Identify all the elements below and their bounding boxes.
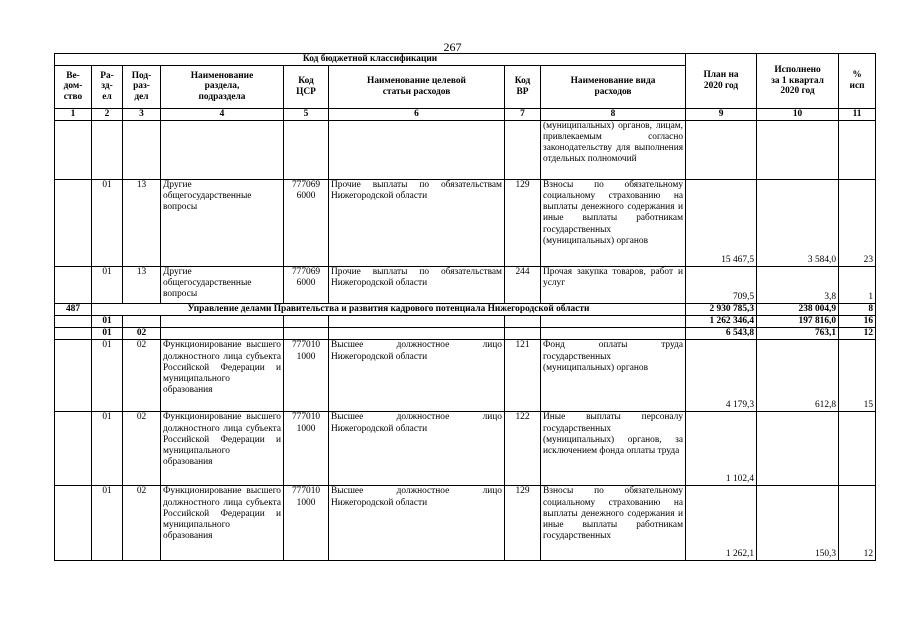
subsection-cell: 02 xyxy=(123,412,161,486)
budget-classification-header: Код бюджетной классификации xyxy=(55,54,686,66)
vr-code-cell: 129 xyxy=(505,179,541,266)
col-number: 2 xyxy=(92,108,123,120)
percent-cell: 1 xyxy=(839,266,876,303)
section-column-header: Ра- зд- ел xyxy=(92,65,123,108)
plan-column-header: План на 2020 год xyxy=(686,54,757,109)
department-cell xyxy=(55,179,92,266)
empty-cell xyxy=(284,315,329,327)
csr-code-cell: 777069 6000 xyxy=(284,179,329,266)
vr-code-cell: 122 xyxy=(505,412,541,486)
executed-cell: 3 584,0 xyxy=(757,179,839,266)
department-title: Управление делами Правительства и развития кадрового потенциала Нижегородской области xyxy=(92,303,686,315)
department-code-cell: 487 xyxy=(55,303,92,315)
section-cell: 01 xyxy=(92,412,123,486)
percent-cell: 12 xyxy=(839,328,876,340)
vr-name-cell: Прочая закупка товаров, работ и услуг xyxy=(541,266,686,303)
csr-code-cell: 777010 1000 xyxy=(284,412,329,486)
vr-name-cell: Взносы по обязательному социальному страхованию на выплаты денежного содержания и иные выплаты работникам государственных (муниципальных) органов xyxy=(541,179,686,266)
empty-cell xyxy=(123,315,161,327)
executed-cell xyxy=(757,120,839,179)
col-number: 11 xyxy=(839,108,876,120)
plan-cell: 2 930 785,3 xyxy=(686,303,757,315)
csr-code-cell: 777069 6000 xyxy=(284,266,329,303)
percent-cell: 16 xyxy=(839,315,876,327)
subsection-cell: 02 xyxy=(123,340,161,412)
col-number: 3 xyxy=(123,108,161,120)
executed-cell: 238 004,9 xyxy=(757,303,839,315)
empty-cell xyxy=(329,315,505,327)
percent-cell: 23 xyxy=(839,179,876,266)
csr-name-cell: Прочие выплаты по обязательствам Нижегородской области xyxy=(329,266,505,303)
section-cell: 01 xyxy=(92,486,123,561)
empty-cell xyxy=(541,315,686,327)
empty-cell xyxy=(161,328,284,340)
empty-cell xyxy=(55,315,92,327)
executed-cell: 763,1 xyxy=(757,328,839,340)
vr-code-cell: 244 xyxy=(505,266,541,303)
section-name-column-header: Наименование раздела, подраздела xyxy=(161,65,284,108)
subsection-column-header: Под- раз- дел xyxy=(123,65,161,108)
empty-cell xyxy=(55,412,92,486)
department-cell xyxy=(55,266,92,303)
plan-cell: 709,5 xyxy=(686,266,757,303)
department-cell xyxy=(55,120,92,179)
csr-name-cell: Прочие выплаты по обязательствам Нижегородской области xyxy=(329,179,505,266)
executed-column-header: Исполнено за 1 квартал 2020 год xyxy=(757,54,839,109)
plan-cell: 1 262,1 xyxy=(686,486,757,561)
vr-name-column-header: Наименование вида расходов xyxy=(541,65,686,108)
table-row xyxy=(55,412,876,486)
csr-code-column-header: Код ЦСР xyxy=(284,65,329,108)
table-row xyxy=(55,340,876,412)
subsection-total-row xyxy=(55,328,876,340)
vr-name-cell: Фонд оплаты труда государственных (муниципальных) органов xyxy=(541,340,686,412)
section-total-row xyxy=(55,315,876,327)
col-number: 9 xyxy=(686,108,757,120)
executed-cell: 150,3 xyxy=(757,486,839,561)
table-row xyxy=(55,486,876,561)
department-total-row xyxy=(55,303,876,315)
csr-name-cell: Высшее должностное лицо Нижегородской области xyxy=(329,340,505,412)
budget-execution-table xyxy=(54,53,876,561)
col-number: 7 xyxy=(505,108,541,120)
csr-code-cell: 777010 1000 xyxy=(284,486,329,561)
empty-cell xyxy=(55,328,92,340)
percent-cell: 12 xyxy=(839,486,876,561)
section-name-cell: Функционирование высшего должностного лица субъекта Российской Федерации и муниципального образования xyxy=(161,340,284,412)
csr-name-cell xyxy=(329,120,505,179)
subsection-cell: 02 xyxy=(123,486,161,561)
section-cell: 01 xyxy=(92,328,123,340)
vr-code-cell: 129 xyxy=(505,486,541,561)
section-cell: 01 xyxy=(92,179,123,266)
percent-cell: 8 xyxy=(839,303,876,315)
vr-code-cell: 121 xyxy=(505,340,541,412)
section-name-cell: Функционирование высшего должностного лица субъекта Российской Федерации и муниципального образования xyxy=(161,486,284,561)
empty-cell xyxy=(161,315,284,327)
plan-cell: 15 467,5 xyxy=(686,179,757,266)
empty-cell xyxy=(505,315,541,327)
vr-code-cell xyxy=(505,120,541,179)
percent-cell: 15 xyxy=(839,340,876,412)
col-number: 8 xyxy=(541,108,686,120)
plan-cell: 6 543,8 xyxy=(686,328,757,340)
csr-name-column-header: Наименование целевой статьи расходов xyxy=(329,65,505,108)
empty-cell xyxy=(284,328,329,340)
csr-code-cell xyxy=(284,120,329,179)
page-number: 267 xyxy=(443,40,462,54)
executed-cell: 3,8 xyxy=(757,266,839,303)
section-name-cell xyxy=(161,120,284,179)
subsection-cell: 13 xyxy=(123,179,161,266)
table-row xyxy=(55,266,876,303)
section-cell: 01 xyxy=(92,315,123,327)
section-cell: 01 xyxy=(92,266,123,303)
empty-cell xyxy=(329,328,505,340)
table-row xyxy=(55,120,876,179)
col-number: 6 xyxy=(329,108,505,120)
col-number: 5 xyxy=(284,108,329,120)
col-number: 4 xyxy=(161,108,284,120)
plan-cell: 1 262 346,4 xyxy=(686,315,757,327)
department-column-header: Ве- дом- ство xyxy=(55,65,92,108)
empty-cell xyxy=(505,328,541,340)
vr-name-cell: Иные выплаты персоналу государственных (муниципальных) органов, за исключением фонда оплаты труда xyxy=(541,412,686,486)
vr-name-cell: (муниципальных) органов, лицам, привлекаемым согласно законодательству для выполнения отдельных полномочий xyxy=(541,120,686,179)
section-cell: 01 xyxy=(92,340,123,412)
csr-name-cell: Высшее должностное лицо Нижегородской области xyxy=(329,412,505,486)
csr-code-cell: 777010 1000 xyxy=(284,340,329,412)
col-number: 10 xyxy=(757,108,839,120)
section-name-cell: Функционирование высшего должностного лица субъекта Российской Федерации и муниципального образования xyxy=(161,412,284,486)
empty-cell xyxy=(541,328,686,340)
empty-cell xyxy=(55,486,92,561)
executed-cell: 197 816,0 xyxy=(757,315,839,327)
plan-cell xyxy=(686,120,757,179)
empty-cell xyxy=(55,340,92,412)
subsection-cell: 13 xyxy=(123,266,161,303)
vr-code-column-header: Код ВР xyxy=(505,65,541,108)
executed-cell: 612,8 xyxy=(757,340,839,412)
subsection-cell xyxy=(123,120,161,179)
percent-cell xyxy=(839,412,876,486)
vr-name-cell: Взносы по обязательному социальному страхованию на выплаты денежного содержания и иные выплаты работникам государственных xyxy=(541,486,686,561)
section-cell xyxy=(92,120,123,179)
col-number: 1 xyxy=(55,108,92,120)
plan-cell: 1 102,4 xyxy=(686,412,757,486)
table-row xyxy=(55,179,876,266)
section-name-cell: Другие общегосударственные вопросы xyxy=(161,179,284,266)
executed-cell xyxy=(757,412,839,486)
csr-name-cell: Высшее должностное лицо Нижегородской области xyxy=(329,486,505,561)
percent-column-header: % исп xyxy=(839,54,876,109)
plan-cell: 4 179,3 xyxy=(686,340,757,412)
section-name-cell: Другие общегосударственные вопросы xyxy=(161,266,284,303)
percent-cell xyxy=(839,120,876,179)
subsection-cell: 02 xyxy=(123,328,161,340)
